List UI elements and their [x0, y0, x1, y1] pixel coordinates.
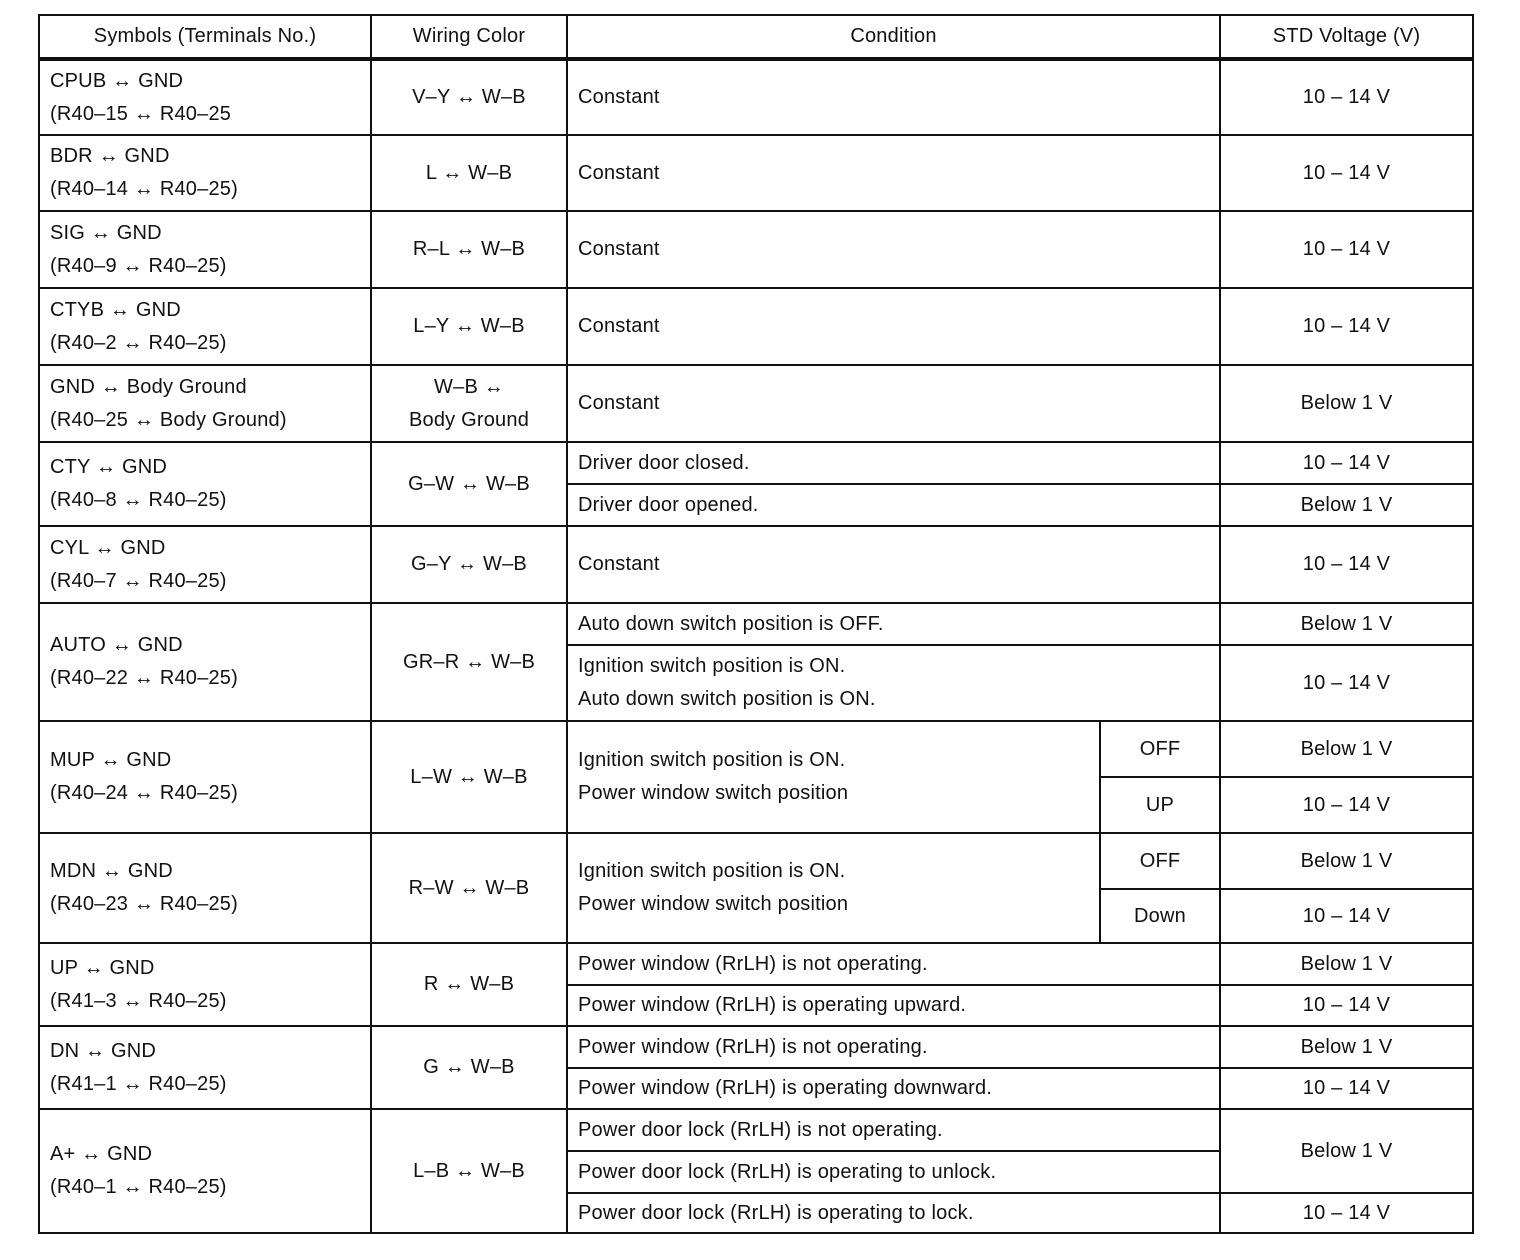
- wiring-color-cell: [371, 365, 567, 442]
- wiring-color-cell: G–W ↔ W–B: [371, 442, 567, 526]
- switch-position-cell: OFF: [1100, 833, 1220, 889]
- condition-line: Ignition switch position is ON.: [578, 749, 846, 771]
- symbol-name: GND ↔ Body Ground: [50, 375, 247, 398]
- table-row: [39, 288, 1473, 365]
- symbol-name: CTYB ↔ GND: [50, 298, 181, 321]
- condition-cell: Constant: [567, 288, 1220, 365]
- wiring-color-cell: G–Y ↔ W–B: [371, 526, 567, 603]
- table-row: [39, 135, 1473, 211]
- voltage-cell: 10 – 14 V: [1220, 211, 1473, 288]
- condition-line: Ignition switch position is ON.: [578, 860, 846, 882]
- table-row: [39, 603, 1473, 645]
- wiring-color-cell: R ↔ W–B: [371, 943, 567, 1026]
- voltage-cell: Below 1 V: [1220, 1109, 1473, 1193]
- symbol-name: CYL ↔ GND: [50, 536, 166, 559]
- terminal-numbers: (R40–8 ↔ R40–25): [50, 489, 227, 511]
- voltage-cell: 10 – 14 V: [1220, 526, 1473, 603]
- table-row: [39, 943, 1473, 985]
- wiring-color-cell: G ↔ W–B: [371, 1026, 567, 1109]
- voltage-cell: Below 1 V: [1220, 721, 1473, 777]
- condition-cell: Constant: [567, 526, 1220, 603]
- table-row: [39, 442, 1473, 484]
- table-row: [39, 833, 1473, 889]
- voltage-cell: Below 1 V: [1220, 603, 1473, 645]
- symbol-name: MUP ↔ GND: [50, 749, 172, 771]
- symbol-cell: [39, 526, 371, 603]
- table-row: [39, 721, 1473, 777]
- symbol-name: CTY ↔ GND: [50, 456, 167, 478]
- wiring-color-line: W–B ↔: [434, 375, 504, 398]
- terminal-numbers: (R40–25 ↔ Body Ground): [50, 408, 287, 431]
- terminal-voltage-table: [38, 14, 1474, 1234]
- condition-cell: [567, 833, 1100, 943]
- wiring-color-cell: L–W ↔ W–B: [371, 721, 567, 833]
- symbol-name: CPUB ↔ GND: [50, 69, 184, 92]
- terminal-numbers: (R40–15 ↔ R40–25: [50, 102, 232, 125]
- terminal-numbers: (R40–24 ↔ R40–25): [50, 782, 238, 804]
- symbol-cell: [39, 833, 371, 943]
- table-row: [39, 1026, 1473, 1068]
- table-row: [39, 365, 1473, 442]
- voltage-cell: 10 – 14 V: [1220, 288, 1473, 365]
- condition-cell: Constant: [567, 59, 1220, 135]
- voltage-cell: Below 1 V: [1220, 484, 1473, 526]
- symbol-cell: [39, 721, 371, 833]
- condition-cell: Power door lock (RrLH) is operating to lock.: [567, 1193, 1220, 1233]
- voltage-cell: 10 – 14 V: [1220, 442, 1473, 484]
- wiring-color-cell: V–Y ↔ W–B: [371, 59, 567, 135]
- wiring-color-cell: L ↔ W–B: [371, 135, 567, 211]
- switch-position-cell: Down: [1100, 889, 1220, 943]
- symbol-name: BDR ↔ GND: [50, 145, 170, 167]
- condition-cell: Power window (RrLH) is operating upward.: [567, 985, 1220, 1026]
- condition-cell: [567, 645, 1220, 721]
- wiring-color-cell: R–L ↔ W–B: [371, 211, 567, 288]
- table-header-row: [39, 15, 1473, 59]
- header-condition: Condition: [567, 15, 1220, 59]
- condition-cell: Power door lock (RrLH) is not operating.: [567, 1109, 1220, 1151]
- condition-cell: Driver door closed.: [567, 442, 1220, 484]
- header-std-voltage: STD Voltage (V): [1220, 15, 1473, 59]
- terminal-numbers: (R40–9 ↔ R40–25): [50, 254, 227, 277]
- voltage-cell: 10 – 14 V: [1220, 985, 1473, 1026]
- condition-cell: Auto down switch position is OFF.: [567, 603, 1220, 645]
- symbol-name: SIG ↔ GND: [50, 221, 162, 244]
- terminal-numbers: (R41–3 ↔ R40–25): [50, 989, 227, 1012]
- condition-cell: Constant: [567, 135, 1220, 211]
- condition-line: Auto down switch position is ON.: [578, 688, 876, 710]
- condition-cell: Power door lock (RrLH) is operating to unlock.: [567, 1151, 1220, 1193]
- condition-line: Ignition switch position is ON.: [578, 655, 846, 677]
- voltage-cell: Below 1 V: [1220, 1026, 1473, 1068]
- condition-cell: Power window (RrLH) is operating downward.: [567, 1068, 1220, 1109]
- symbol-cell: [39, 943, 371, 1026]
- condition-cell: Power window (RrLH) is not operating.: [567, 943, 1220, 985]
- terminal-numbers: (R40–23 ↔ R40–25): [50, 893, 238, 915]
- voltage-cell: Below 1 V: [1220, 365, 1473, 442]
- condition-cell: Constant: [567, 211, 1220, 288]
- condition-cell: Driver door opened.: [567, 484, 1220, 526]
- voltage-cell: Below 1 V: [1220, 943, 1473, 985]
- condition-cell: Constant: [567, 365, 1220, 442]
- symbol-name: A+ ↔ GND: [50, 1143, 153, 1165]
- symbol-name: AUTO ↔ GND: [50, 634, 183, 656]
- header-symbols: Symbols (Terminals No.): [39, 15, 371, 59]
- voltage-cell: 10 – 14 V: [1220, 135, 1473, 211]
- symbol-cell: [39, 135, 371, 211]
- symbol-cell: [39, 603, 371, 721]
- voltage-cell: 10 – 14 V: [1220, 889, 1473, 943]
- table-row: [39, 526, 1473, 603]
- condition-line: Power window switch position: [578, 782, 849, 804]
- terminal-numbers: (R40–7 ↔ R40–25): [50, 569, 227, 592]
- wiring-color-cell: R–W ↔ W–B: [371, 833, 567, 943]
- voltage-cell: 10 – 14 V: [1220, 59, 1473, 135]
- wiring-color-cell: GR–R ↔ W–B: [371, 603, 567, 721]
- wiring-color-cell: L–Y ↔ W–B: [371, 288, 567, 365]
- terminal-numbers: (R40–14 ↔ R40–25): [50, 178, 238, 200]
- symbol-cell: [39, 442, 371, 526]
- symbol-cell: [39, 1109, 371, 1233]
- condition-cell: Power window (RrLH) is not operating.: [567, 1026, 1220, 1068]
- symbol-cell: [39, 59, 371, 135]
- symbol-name: MDN ↔ GND: [50, 860, 173, 882]
- condition-cell: [567, 721, 1100, 833]
- switch-position-cell: UP: [1100, 777, 1220, 833]
- symbol-name: DN ↔ GND: [50, 1039, 157, 1062]
- terminal-numbers: (R40–2 ↔ R40–25): [50, 331, 227, 354]
- table-row: [39, 1109, 1473, 1151]
- symbol-name: UP ↔ GND: [50, 956, 155, 979]
- terminal-numbers: (R40–1 ↔ R40–25): [50, 1176, 227, 1198]
- terminal-numbers: (R40–22 ↔ R40–25): [50, 667, 238, 689]
- symbol-cell: [39, 365, 371, 442]
- symbol-cell: [39, 211, 371, 288]
- header-wiring-color: Wiring Color: [371, 15, 567, 59]
- terminal-numbers: (R41–1 ↔ R40–25): [50, 1072, 227, 1095]
- symbol-cell: [39, 288, 371, 365]
- wiring-color-cell: L–B ↔ W–B: [371, 1109, 567, 1233]
- table-row: [39, 211, 1473, 288]
- symbol-cell: [39, 1026, 371, 1109]
- condition-line: Power window switch position: [578, 893, 849, 915]
- voltage-cell: 10 – 14 V: [1220, 777, 1473, 833]
- switch-position-cell: OFF: [1100, 721, 1220, 777]
- wiring-color-line: Body Ground: [408, 408, 530, 431]
- table-row: [39, 59, 1473, 135]
- voltage-cell: Below 1 V: [1220, 833, 1473, 889]
- voltage-cell: 10 – 14 V: [1220, 1193, 1473, 1233]
- voltage-cell: 10 – 14 V: [1220, 645, 1473, 721]
- voltage-cell: 10 – 14 V: [1220, 1068, 1473, 1109]
